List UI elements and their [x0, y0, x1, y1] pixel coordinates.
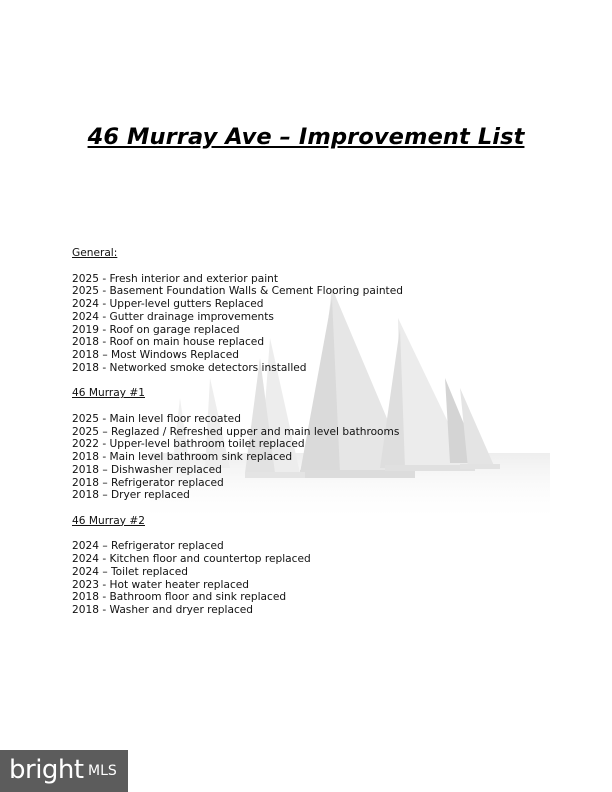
list-item: 2025 – Reglazed / Refreshed upper and main level bathrooms	[72, 425, 400, 438]
page-title: 46 Murray Ave – Improvement List	[87, 124, 525, 150]
section-heading: General:	[72, 247, 118, 259]
list-item: 2024 - Gutter drainage improvements	[72, 310, 274, 323]
list-item: 2024 - Kitchen floor and countertop replaced	[72, 553, 311, 565]
list-item: 2019 - Roof on garage replaced	[72, 323, 240, 336]
list-item: 2024 – Toilet replaced	[72, 565, 188, 578]
list-item: 2025 - Main level floor recoated	[72, 412, 241, 425]
list-item: 2022 - Upper-level bathroom toilet replaced	[72, 438, 305, 451]
section-unit-2	[72, 515, 542, 617]
bright-mls-logo-icon	[0, 750, 128, 792]
improvement-content	[72, 247, 542, 617]
list-item: 2018 - Roof on main house replaced	[72, 336, 265, 349]
list-item: 2018 - Bathroom floor and sink replaced	[72, 591, 287, 604]
list-item: 2025 - Fresh interior and exterior paint	[72, 272, 279, 285]
list-item: 2025 - Basement Foundation Walls & Cement Flooring painted	[72, 285, 403, 298]
list-item: 2024 – Refrigerator replaced	[72, 540, 224, 553]
list-item: 2024 - Upper-level gutters Replaced	[72, 298, 264, 310]
list-item: 2018 - Washer and dryer replaced	[72, 604, 254, 616]
list-item: 2018 – Most Windows Replaced	[72, 349, 239, 361]
section-general	[72, 247, 542, 375]
logo-suffix: MLS	[88, 763, 117, 779]
list-item: 2023 - Hot water heater replaced	[72, 578, 250, 591]
list-item: 2018 – Refrigerator replaced	[72, 476, 224, 489]
list-item: 2018 - Networked smoke detectors installed	[72, 361, 307, 374]
list-item: 2018 - Main level bathroom sink replaced	[72, 451, 293, 463]
list-item: 2018 – Dryer replaced	[72, 489, 190, 502]
section-unit-1	[72, 387, 542, 502]
section-heading: 46 Murray #1	[72, 387, 145, 400]
logo-brand: bright	[9, 755, 84, 785]
section-heading: 46 Murray #2	[72, 514, 145, 527]
list-item: 2018 – Dishwasher replaced	[72, 463, 222, 476]
